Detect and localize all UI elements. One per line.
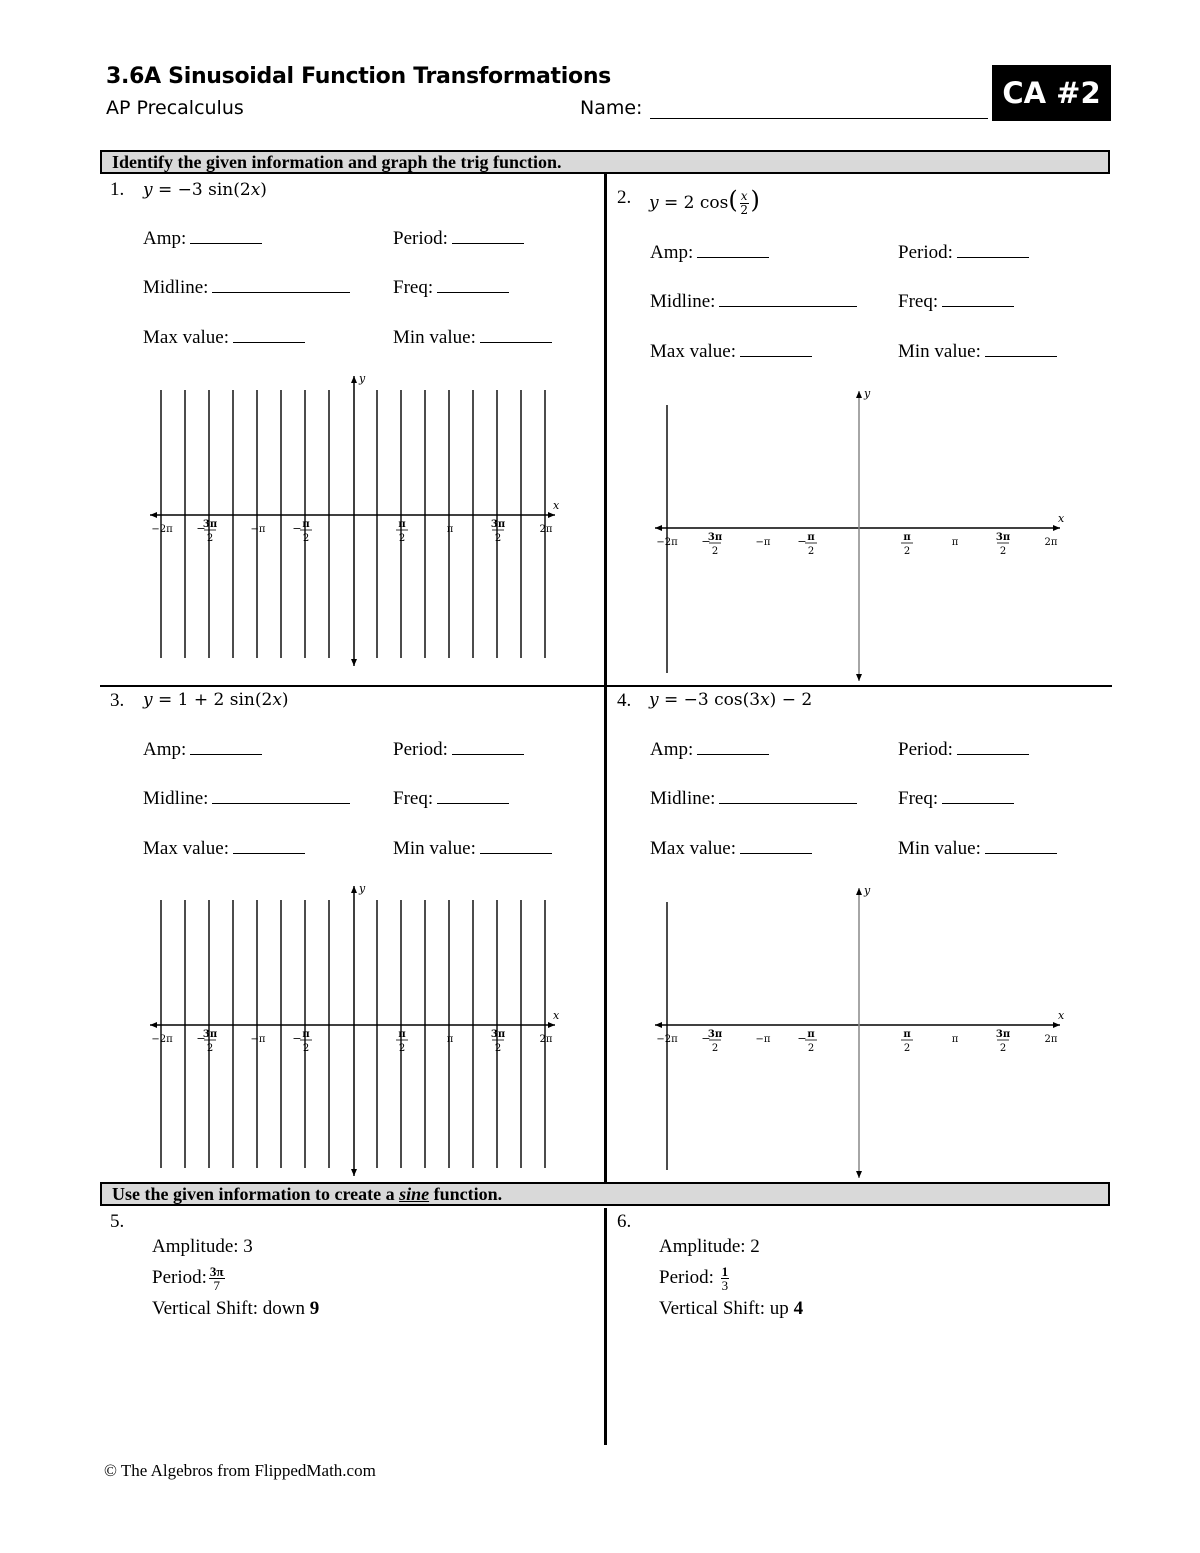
amplitude-given: Amplitude: 3 bbox=[152, 1236, 253, 1257]
tick-label bbox=[656, 537, 678, 548]
tick-numerator: π bbox=[903, 532, 911, 543]
y-axis-arrow-up bbox=[351, 376, 357, 383]
x-axis-arrow-left bbox=[150, 512, 157, 518]
min-value-field[interactable]: Min value: bbox=[393, 327, 552, 349]
y-axis-arrow-up bbox=[856, 888, 862, 895]
x-axis-arrow-right bbox=[1053, 525, 1060, 531]
y-axis-arrow-down bbox=[351, 1169, 357, 1176]
tick-label bbox=[540, 524, 553, 535]
tick-label bbox=[797, 532, 817, 557]
tick-label bbox=[292, 1029, 312, 1054]
y-axis-label: y bbox=[359, 882, 366, 895]
tick-text: 2π bbox=[1044, 537, 1058, 548]
tick-label bbox=[251, 1034, 266, 1045]
problem-number: 4. bbox=[617, 690, 632, 711]
section1-banner: Identify the given information and graph the trig function. bbox=[100, 150, 1110, 174]
tick-numerator: π bbox=[903, 1029, 911, 1040]
tick-numerator: 3π bbox=[490, 519, 506, 530]
vertical-shift-given: Vertical Shift: up 4 bbox=[659, 1298, 804, 1319]
y-axis-arrow-down bbox=[856, 674, 862, 681]
course-name: AP Precalculus bbox=[106, 97, 244, 119]
tick-numerator: π bbox=[302, 1029, 310, 1040]
tick-label bbox=[952, 1034, 959, 1045]
x-axis-arrow-left bbox=[150, 1022, 157, 1028]
tick-denominator: 2 bbox=[494, 1043, 502, 1054]
tick-label bbox=[292, 519, 312, 544]
tick-label bbox=[952, 537, 959, 548]
y-axis-arrow-down bbox=[856, 1171, 862, 1178]
tick-label bbox=[797, 1029, 817, 1054]
y-axis-arrow-up bbox=[856, 391, 862, 398]
tick-label bbox=[491, 519, 505, 544]
x-axis-arrow-right bbox=[548, 512, 555, 518]
tick-minus: − bbox=[292, 522, 302, 535]
tick-text: 2π bbox=[1044, 1034, 1058, 1045]
tick-numerator: 3π bbox=[995, 1029, 1011, 1040]
problem-equation: y = −3 cos(3x) − 2 bbox=[649, 690, 813, 710]
tick-numerator: π bbox=[398, 519, 406, 530]
tick-label bbox=[1045, 1034, 1058, 1045]
tick-numerator: π bbox=[807, 1029, 815, 1040]
tick-label bbox=[396, 519, 408, 544]
problem-number: 3. bbox=[110, 690, 125, 711]
tick-label bbox=[756, 537, 771, 548]
y-axis-label: y bbox=[864, 884, 871, 897]
tick-numerator: 3π bbox=[707, 532, 723, 543]
tick-numerator: 3π bbox=[707, 1029, 723, 1040]
tick-label bbox=[447, 524, 454, 535]
graph-2[interactable] bbox=[645, 385, 1070, 685]
tick-denominator: 2 bbox=[302, 533, 310, 544]
amp-field[interactable]: Amp: bbox=[143, 228, 262, 250]
tick-text: 2π bbox=[539, 1034, 553, 1045]
x-axis-arrow-right bbox=[1053, 1022, 1060, 1028]
tick-label bbox=[396, 1029, 408, 1054]
midline-field[interactable]: Midline: bbox=[650, 788, 857, 810]
period-field[interactable]: Period: bbox=[898, 739, 1029, 761]
tick-text: −π bbox=[755, 1034, 771, 1045]
tick-label bbox=[1045, 537, 1058, 548]
tick-minus: − bbox=[797, 535, 807, 548]
tick-denominator: 2 bbox=[807, 1043, 815, 1054]
x-axis-label: x bbox=[553, 499, 560, 512]
tick-denominator: 2 bbox=[206, 1043, 214, 1054]
tick-text: 2π bbox=[539, 524, 553, 535]
tick-text: π bbox=[446, 524, 454, 535]
graph-4[interactable] bbox=[645, 882, 1070, 1182]
tick-denominator: 2 bbox=[302, 1043, 310, 1054]
footer-copyright: © The Algebros from FlippedMath.com bbox=[104, 1461, 376, 1480]
midline-field[interactable]: Midline: bbox=[650, 291, 857, 313]
problem-equation: y = 1 + 2 sin(2x) bbox=[143, 690, 289, 710]
tick-label bbox=[251, 524, 266, 535]
x-axis-arrow-left bbox=[655, 525, 662, 531]
min-value-field[interactable]: Min value: bbox=[393, 838, 552, 860]
tick-denominator: 2 bbox=[206, 533, 214, 544]
problem-number: 5. bbox=[110, 1211, 125, 1232]
tick-numerator: π bbox=[807, 532, 815, 543]
column-divider-lower bbox=[604, 1208, 607, 1445]
name-label: Name: bbox=[580, 97, 643, 119]
y-axis-arrow-down bbox=[351, 659, 357, 666]
tick-label bbox=[491, 1029, 505, 1054]
freq-field[interactable]: Freq: bbox=[393, 788, 509, 810]
max-value-field[interactable]: Max value: bbox=[143, 838, 305, 860]
tick-text: π bbox=[951, 1034, 959, 1045]
graph-1[interactable] bbox=[140, 370, 565, 670]
x-axis-label: x bbox=[1058, 512, 1065, 525]
tick-text: π bbox=[951, 537, 959, 548]
problem-equation: y = 2 cos( $\frac{x}{2}$ ) bbox=[649, 186, 760, 217]
tick-label bbox=[901, 532, 913, 557]
tick-minus: − bbox=[701, 1032, 711, 1045]
x-axis-label: x bbox=[1058, 1009, 1065, 1022]
tick-text: −2π bbox=[656, 537, 678, 548]
tick-text: −π bbox=[755, 537, 771, 548]
section2-banner: Use the given information to create a sine function. bbox=[100, 1182, 1110, 1206]
x-axis-arrow-right bbox=[548, 1022, 555, 1028]
tick-denominator: 2 bbox=[711, 1043, 719, 1054]
tick-numerator: π bbox=[302, 519, 310, 530]
amplitude-given: Amplitude: 2 bbox=[659, 1236, 760, 1257]
problem-number: 1. bbox=[110, 179, 125, 200]
tick-denominator: 2 bbox=[398, 533, 406, 544]
tick-text: −2π bbox=[151, 524, 173, 535]
tick-minus: − bbox=[797, 1032, 807, 1045]
y-axis-label: y bbox=[359, 372, 366, 385]
tick-label bbox=[701, 1029, 722, 1054]
tick-minus: − bbox=[701, 535, 711, 548]
column-divider bbox=[604, 174, 607, 1182]
problem-number: 2. bbox=[617, 187, 632, 208]
tick-denominator: 2 bbox=[903, 1043, 911, 1054]
y-axis-label: y bbox=[864, 387, 871, 400]
min-value-field[interactable]: Min value: bbox=[898, 838, 1057, 860]
tick-denominator: 2 bbox=[903, 546, 911, 557]
tick-denominator: 2 bbox=[999, 1043, 1007, 1054]
tick-label bbox=[901, 1029, 913, 1054]
tick-numerator: 3π bbox=[202, 1029, 218, 1040]
name-blank[interactable] bbox=[650, 118, 988, 119]
vertical-shift-given: Vertical Shift: down 9 bbox=[152, 1298, 320, 1319]
tick-label bbox=[151, 1034, 173, 1045]
tick-label bbox=[196, 1029, 217, 1054]
tick-label bbox=[540, 1034, 553, 1045]
max-value-field[interactable]: Max value: bbox=[650, 838, 812, 860]
problem-equation: y = −3 sin(2x) bbox=[143, 180, 267, 200]
midline-field[interactable]: Midline: bbox=[143, 788, 350, 810]
tick-denominator: 2 bbox=[999, 546, 1007, 557]
tick-label bbox=[996, 1029, 1010, 1054]
tick-minus: − bbox=[196, 522, 206, 535]
max-value-field[interactable]: Max value: bbox=[650, 341, 812, 363]
amp-field[interactable]: Amp: bbox=[650, 242, 769, 264]
freq-field[interactable]: Freq: bbox=[898, 788, 1014, 810]
tick-minus: − bbox=[196, 1032, 206, 1045]
tick-label bbox=[196, 519, 217, 544]
period-field[interactable]: Period: bbox=[393, 739, 524, 761]
tick-minus: − bbox=[292, 1032, 302, 1045]
freq-field[interactable]: Freq: bbox=[393, 277, 509, 299]
amp-field[interactable]: Amp: bbox=[143, 739, 262, 761]
period-field[interactable]: Period: bbox=[393, 228, 524, 250]
freq-field[interactable]: Freq: bbox=[898, 291, 1014, 313]
tick-label bbox=[701, 532, 722, 557]
midline-field[interactable]: Midline: bbox=[143, 277, 350, 299]
row-divider bbox=[100, 685, 1112, 687]
tick-label bbox=[996, 532, 1010, 557]
tick-text: −2π bbox=[656, 1034, 678, 1045]
tick-numerator: 3π bbox=[995, 532, 1011, 543]
tick-text: −π bbox=[250, 524, 266, 535]
graph-3[interactable] bbox=[140, 880, 565, 1180]
worksheet-title: 3.6A Sinusoidal Function Transformations bbox=[106, 64, 611, 89]
problem-number: 6. bbox=[617, 1211, 632, 1232]
tick-numerator: 3π bbox=[490, 1029, 506, 1040]
tick-denominator: 2 bbox=[494, 533, 502, 544]
tick-label bbox=[656, 1034, 678, 1045]
tick-label bbox=[447, 1034, 454, 1045]
tick-denominator: 2 bbox=[807, 546, 815, 557]
y-axis-arrow-up bbox=[351, 886, 357, 893]
tick-denominator: 2 bbox=[711, 546, 719, 557]
tick-label bbox=[756, 1034, 771, 1045]
tick-label bbox=[151, 524, 173, 535]
period-field[interactable]: Period: bbox=[898, 242, 1029, 264]
tick-text: π bbox=[446, 1034, 454, 1045]
tick-numerator: π bbox=[398, 1029, 406, 1040]
period-given: Period: $\frac{3\pi}{7}$ bbox=[152, 1264, 224, 1294]
min-value-field[interactable]: Min value: bbox=[898, 341, 1057, 363]
period-given: Period: $\frac{1}{3}$ bbox=[659, 1264, 729, 1294]
amp-field[interactable]: Amp: bbox=[650, 739, 769, 761]
max-value-field[interactable]: Max value: bbox=[143, 327, 305, 349]
tick-text: −π bbox=[250, 1034, 266, 1045]
tick-numerator: 3π bbox=[202, 519, 218, 530]
tick-text: −2π bbox=[151, 1034, 173, 1045]
x-axis-label: x bbox=[553, 1009, 560, 1022]
ca-badge: CA #2 bbox=[992, 65, 1111, 121]
x-axis-arrow-left bbox=[655, 1022, 662, 1028]
tick-denominator: 2 bbox=[398, 1043, 406, 1054]
